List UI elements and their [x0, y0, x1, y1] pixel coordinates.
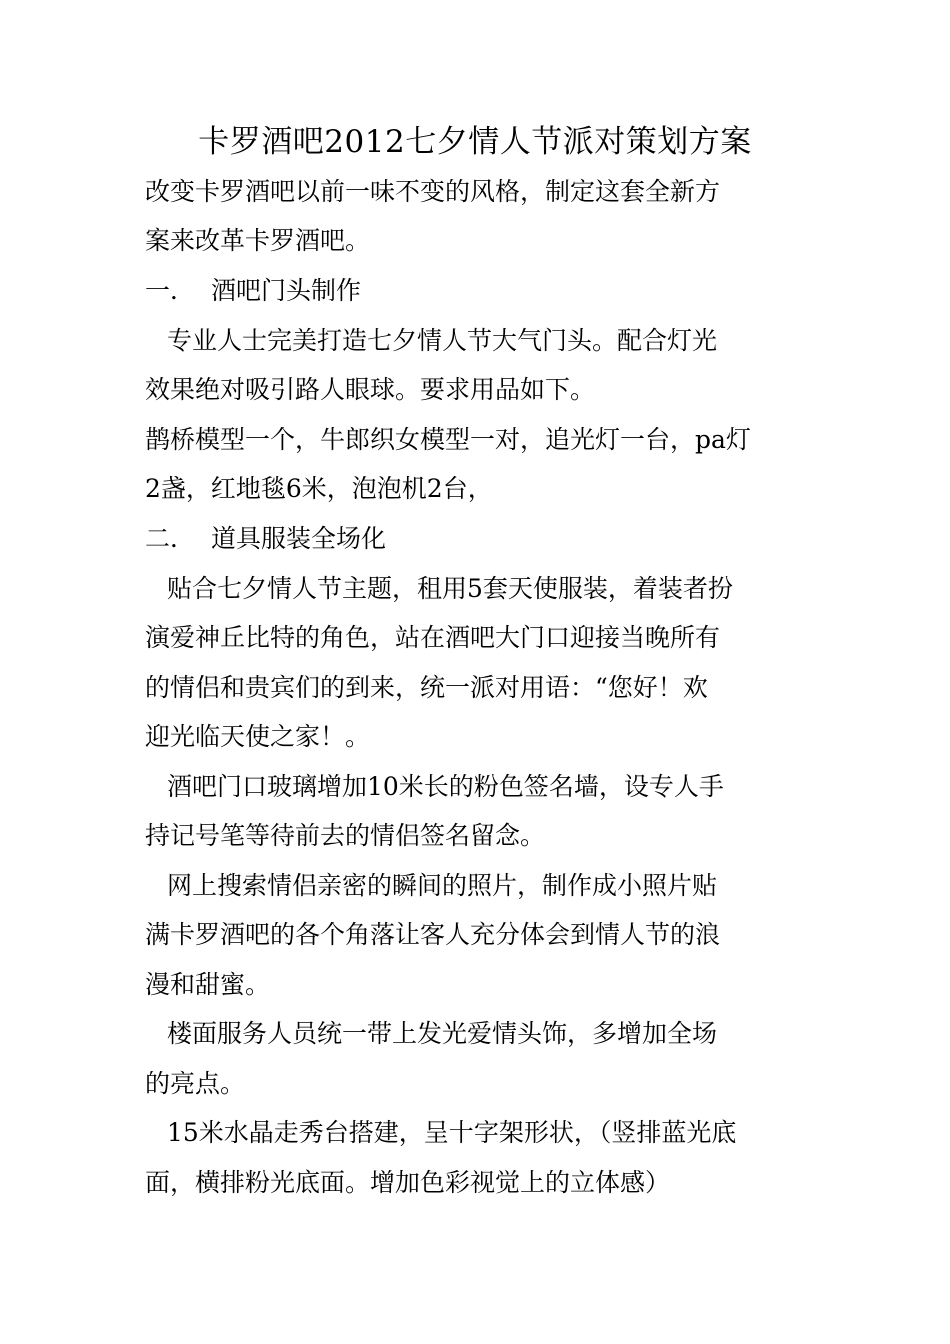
- section-1-line-3: 鹊桥模型一个，牛郎织女模型一对，追光灯一台，pa灯: [145, 425, 751, 454]
- section-1-line-1: 专业人士完美打造七夕情人节大气门头。配合灯光: [167, 326, 718, 355]
- section-1-heading-text: 酒吧门头制作: [211, 276, 362, 305]
- section-2-line-5: 酒吧门口玻璃增加10米长的粉色签名墙，设专人手: [167, 772, 724, 801]
- section-2-line-13: 面，横排粉光底面。增加色彩视觉上的立体感）: [145, 1168, 671, 1197]
- section-2-line-11: 的亮点。: [145, 1069, 246, 1098]
- section-2-line-9: 漫和甜蜜。: [145, 970, 271, 999]
- section-2-line-10: 楼面服务人员统一带上发光爱情头饰，多增加全场: [167, 1019, 718, 1048]
- section-2-line-1: 贴合七夕情人节主题，租用5套天使服装，着装者扮: [167, 574, 733, 603]
- section-1-heading: [145, 273, 361, 309]
- section-1-line-2: 效果绝对吸引路人眼球。要求用品如下。: [145, 375, 596, 404]
- section-2-line-7: 网上搜索情侣亲密的瞬间的照片，制作成小照片贴: [167, 871, 718, 900]
- section-2-line-6: 持记号笔等待前去的情侣签名留念。: [145, 821, 546, 850]
- section-2-number: 二．: [145, 524, 196, 553]
- document-title: 卡罗酒吧2012七夕情人节派对策划方案: [198, 124, 752, 160]
- section-2-line-12: 15米水晶走秀台搭建，呈十字架形状，（竖排蓝光底: [167, 1118, 737, 1147]
- section-2-heading: [145, 521, 386, 557]
- section-1-number: 一．: [145, 276, 196, 305]
- section-2-line-4: 迎光临天使之家！。: [145, 722, 371, 751]
- intro-line-2: 案来改革卡罗酒吧。: [145, 226, 371, 255]
- section-2-line-3: 的情侣和贵宾们的到来，统一派对用语：“您好！欢: [145, 673, 708, 702]
- section-2-line-2: 演爱神丘比特的角色，站在酒吧大门口迎接当晚所有: [145, 623, 721, 652]
- section-2-line-8: 满卡罗酒吧的各个角落让客人充分体会到情人节的浪: [145, 920, 721, 949]
- intro-line-1: 改变卡罗酒吧以前一味不变的风格，制定这套全新方: [145, 177, 721, 206]
- section-1-line-4: 2盏，红地毯6米，泡泡机2台，: [145, 474, 493, 503]
- section-2-heading-text: 道具服装全场化: [211, 524, 387, 553]
